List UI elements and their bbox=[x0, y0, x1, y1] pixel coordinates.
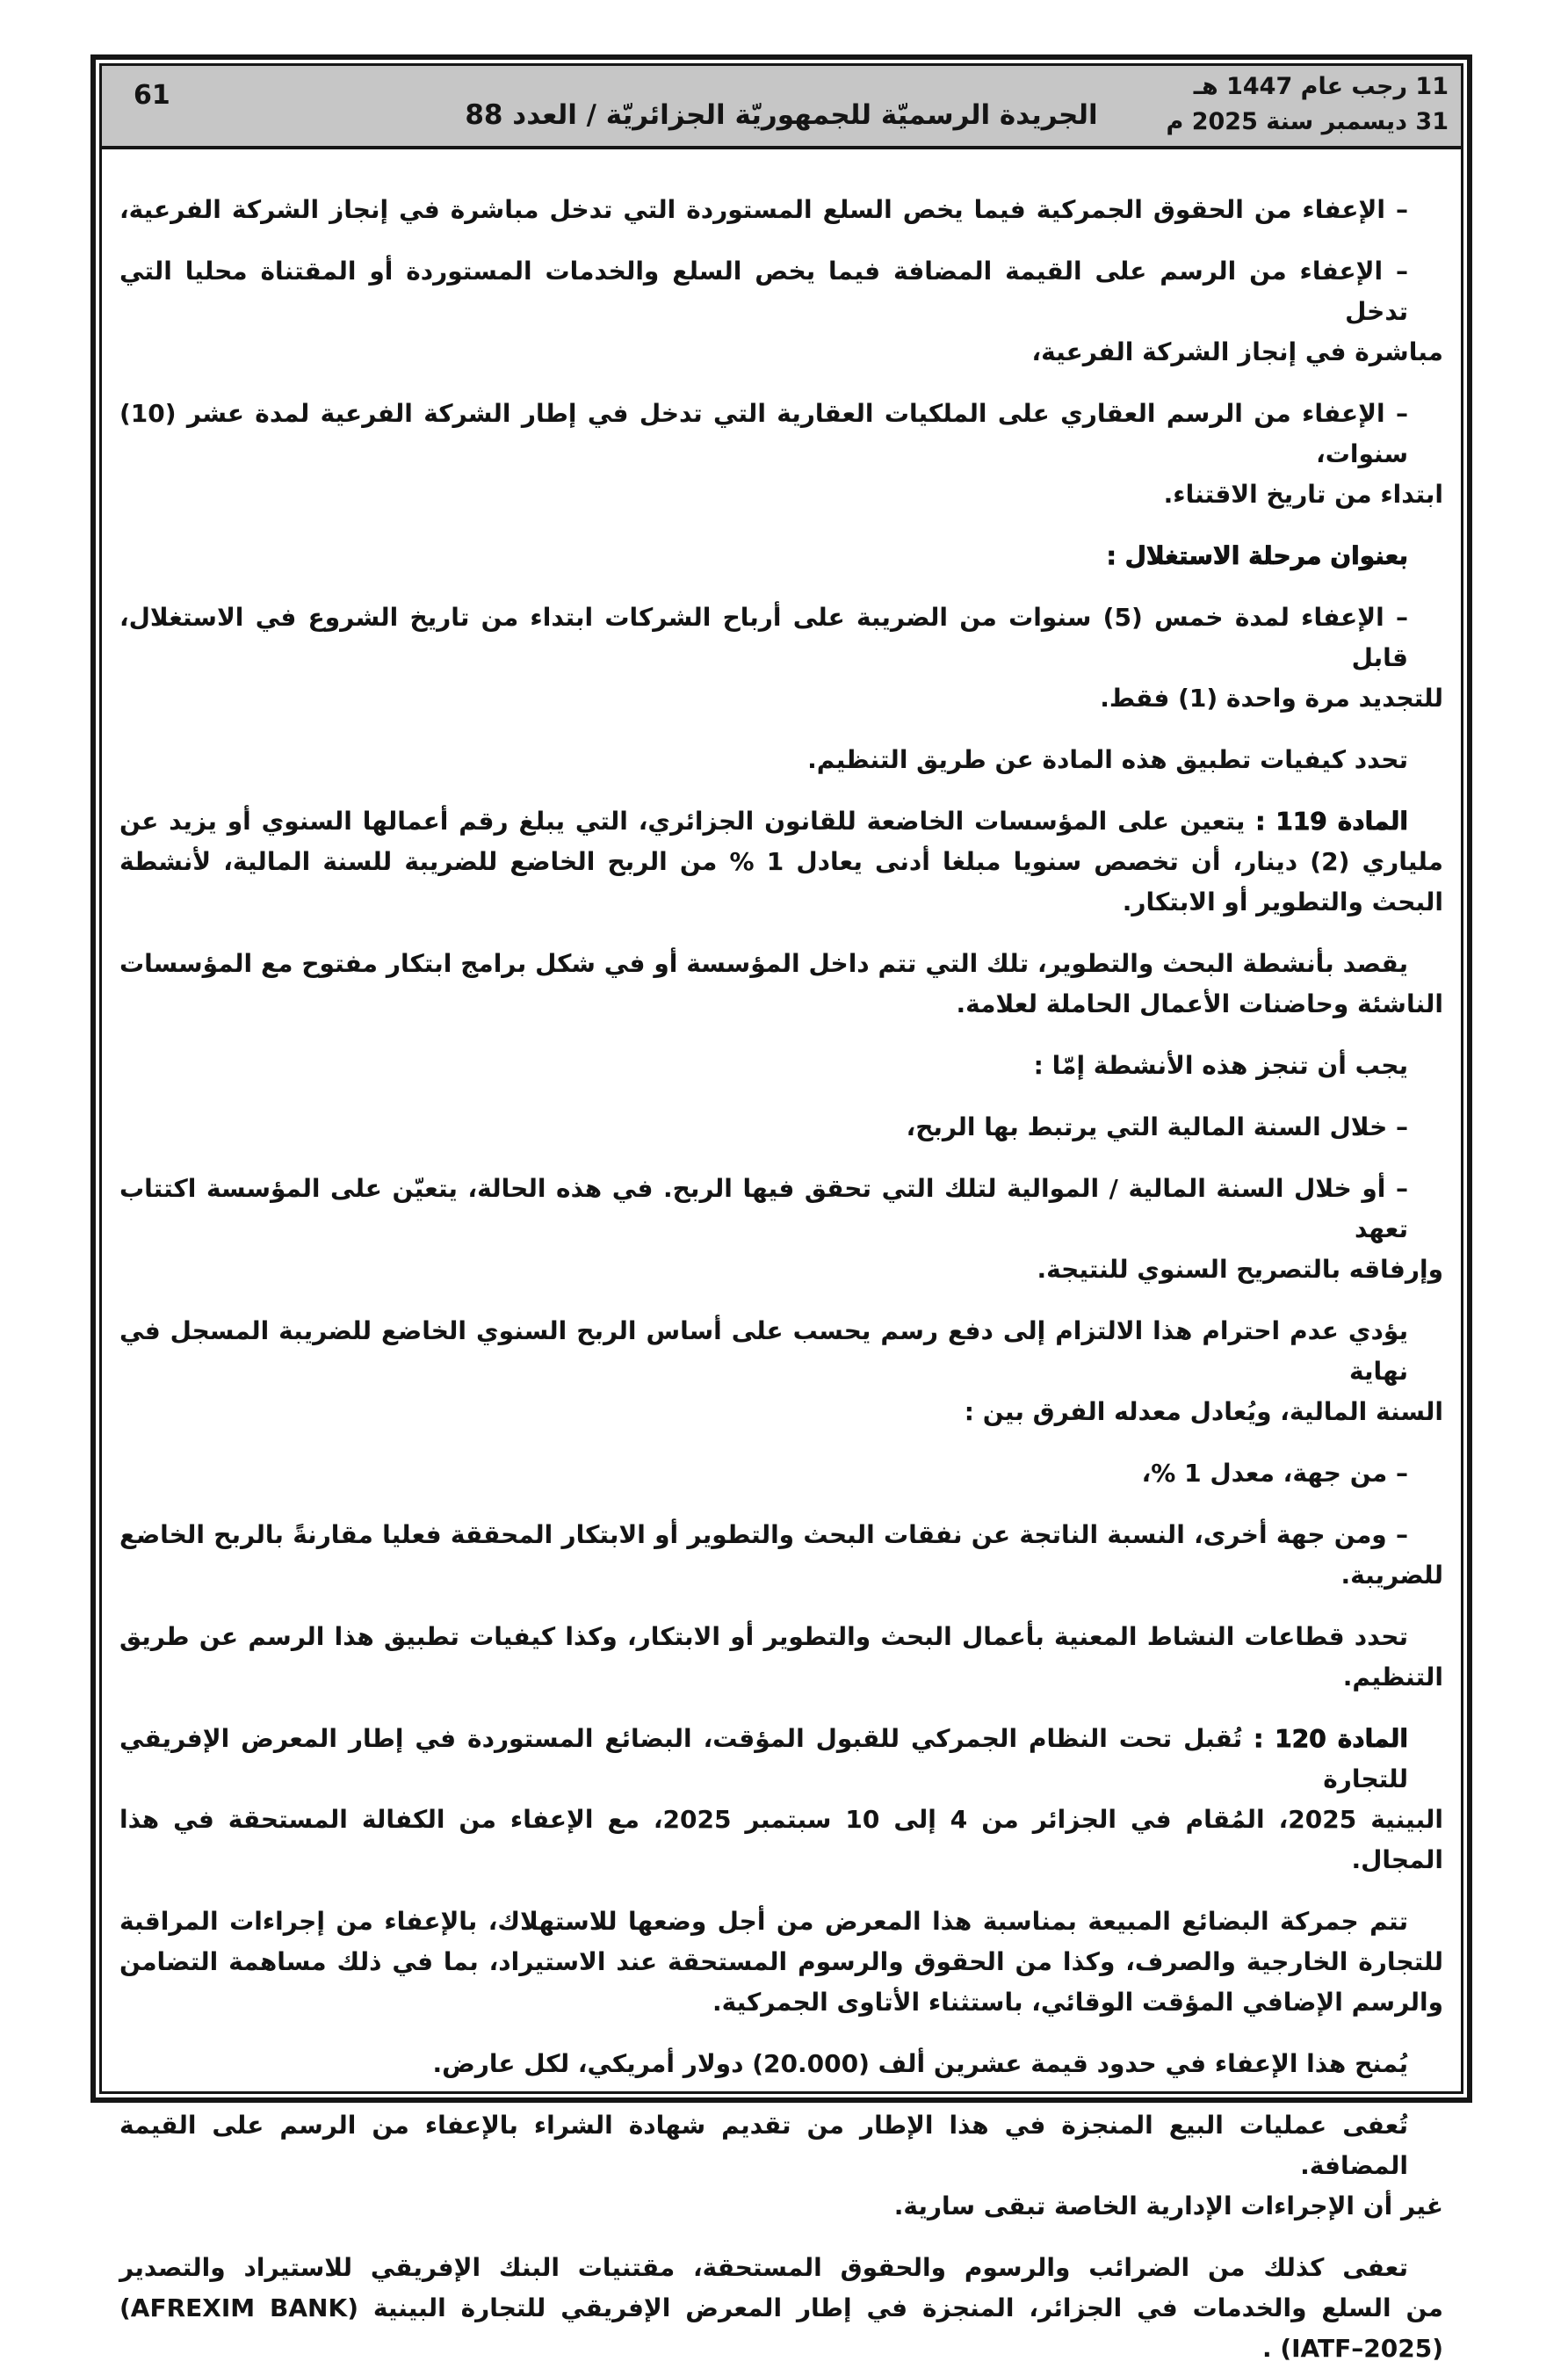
text-line: والرسم الإضافي المؤقت الوقائي، باستثناء الأتاوى الجمركية. bbox=[712, 1988, 1443, 2017]
paragraph bbox=[119, 2044, 1443, 2084]
page-number: 61 bbox=[134, 80, 170, 111]
article-number: المادة 120 : bbox=[1242, 1724, 1408, 1753]
body-text bbox=[102, 149, 1461, 2369]
text-line: تتم جمركة البضائع المبيعة بمناسبة هذا المعرض من أجل وضعها للاستهلاك، بالإعفاء من إجراءات المراقبة bbox=[119, 1907, 1408, 1936]
text-line: للضريبة. bbox=[1340, 1561, 1443, 1590]
section-heading bbox=[119, 536, 1443, 576]
text-line: – الإعفاء من الرسم على القيمة المضافة فيما يخص السلع والخدمات المستوردة أو المقتناة محليا التي تدخل bbox=[119, 257, 1408, 326]
text-line: تحدد قطاعات النشاط المعنية بأعمال البحث والتطوير أو الابتكار، وكذا كيفيات تطبيق هذا الرسم عن طريق bbox=[119, 1622, 1408, 1651]
text-line: – خلال السنة المالية التي يرتبط بها الربح، bbox=[906, 1112, 1408, 1141]
text-line: تعفى كذلك من الضرائب والرسوم والحقوق المستحقة، مقتنيات البنك الإفريقي للاستيراد والتصدير bbox=[119, 2253, 1408, 2282]
paragraph bbox=[119, 251, 1443, 373]
text-line: – من جهة، معدل 1 %، bbox=[1141, 1459, 1408, 1488]
text-line: – ومن جهة أخرى، النسبة الناتجة عن نفقات البحث والتطوير أو الابتكار المحققة فعليا مقارنةً بالربح الخاضع bbox=[119, 1520, 1408, 1549]
text-line: – الإعفاء من الحقوق الجمركية فيما يخص السلع المستوردة التي تدخل مباشرة في إنجاز الشركة الفرعية، bbox=[119, 195, 1408, 224]
text-line: – الإعفاء لمدة خمس (5) سنوات من الضريبة على أرباح الشركات ابتداء من تاريخ الشروع في الاستغلال، قابل bbox=[119, 603, 1408, 672]
paragraph bbox=[119, 2105, 1443, 2227]
date-hijri: 11 رجب عام 1447 هـ bbox=[1193, 73, 1449, 100]
paragraph bbox=[119, 1617, 1443, 1698]
paragraph bbox=[119, 1046, 1443, 1086]
text-line: السنة المالية، ويُعادل معدله الفرق بين : bbox=[964, 1397, 1443, 1426]
paragraph bbox=[119, 1719, 1443, 1880]
text-line: الناشئة وحاضنات الأعمال الحاملة لعلامة. bbox=[956, 989, 1443, 1018]
text-line: للتجديد مرة واحدة (1) فقط. bbox=[1100, 684, 1443, 713]
text-line: بعنوان مرحلة الاستغلال : bbox=[1106, 541, 1408, 570]
journal-title: الجريدة الرسميّة للجمهوريّة الجزائريّة / العدد 88 bbox=[465, 99, 1098, 131]
text-line: وإرفاقه بالتصريح السنوي للنتيجة. bbox=[1037, 1255, 1443, 1284]
text-line: التنظيم. bbox=[1342, 1663, 1443, 1692]
text-line: ملياري (2) دينار، أن تخصص سنويا مبلغا أدنى يعادل 1 % من الربح الخاضع للضريبة للسنة المالية، لأنشطة bbox=[119, 847, 1443, 876]
text-line: من السلع والخدمات في الجزائر، المنجزة في إطار المعرض الإفريقي للتجارة البينية (AFREXIM BANK) bbox=[119, 2293, 1443, 2322]
paragraph bbox=[119, 598, 1443, 719]
text-line: البحث والتطوير أو الابتكار. bbox=[1122, 887, 1443, 916]
date-gregorian: 31 ديسمبر سنة 2025 م bbox=[1166, 108, 1449, 135]
text-line: ابتداء من تاريخ الاقتناء. bbox=[1163, 480, 1443, 509]
article-number: المادة 119 : bbox=[1245, 807, 1408, 836]
text-line: – الإعفاء من الرسم العقاري على الملكيات العقارية التي تدخل في إطار الشركة الفرعية لمدة عشر (10) سنوات، bbox=[119, 399, 1408, 468]
paragraph bbox=[119, 1453, 1443, 1494]
text-line: مباشرة في إنجاز الشركة الفرعية، bbox=[1031, 337, 1443, 366]
paragraph bbox=[119, 394, 1443, 515]
text-line: – أو خلال السنة المالية / الموالية لتلك التي تحقق فيها الربح. في هذه الحالة، يتعيّن على المؤسسة اكتتاب تعهد bbox=[119, 1174, 1408, 1243]
text-line: البينية 2025، المُقام في الجزائر من 4 إلى 10 سبتمبر 2025، مع الإعفاء من الكفالة المستحقة في هذا المجال. bbox=[119, 1805, 1444, 1874]
paragraph bbox=[119, 740, 1443, 780]
paragraph bbox=[119, 1107, 1443, 1148]
text-line: المادة 120 : تُقبل تحت النظام الجمركي للقبول المؤقت، البضائع المستوردة في إطار المعرض الإفريقي للتجارة bbox=[119, 1724, 1408, 1793]
text-line: يُمنح هذا الإعفاء في حدود قيمة عشرين ألف (20.000) دولار أمريكي، لكل عارض. bbox=[432, 2049, 1408, 2078]
text-line: للتجارة الخارجية والصرف، وكذا من الحقوق والرسوم المستحقة عند الاستيراد، بما في ذلك مساهمة التضامن bbox=[119, 1947, 1443, 1976]
text-line: (IATF–2025) . bbox=[1261, 2334, 1443, 2363]
text-line: المادة 119 : يتعين على المؤسسات الخاضعة للقانون الجزائري، التي يبلغ رقم أعمالها السنوي أو يزيد عن bbox=[119, 807, 1408, 836]
paragraph bbox=[119, 801, 1443, 923]
text-line: غير أن الإجراءات الإدارية الخاصة تبقى سارية. bbox=[893, 2192, 1443, 2220]
text-line: يجب أن تنجز هذه الأنشطة إمّا : bbox=[1033, 1051, 1408, 1080]
header-dates bbox=[1167, 69, 1449, 140]
paragraph bbox=[119, 1515, 1443, 1596]
paragraph bbox=[119, 944, 1443, 1025]
text-line: يقصد بأنشطة البحث والتطوير، تلك التي تتم داخل المؤسسة أو في شكل برامج ابتكار مفتوح مع المؤسسات bbox=[119, 949, 1408, 978]
text-line: تُعفى عمليات البيع المنجزة في هذا الإطار من تقديم شهادة الشراء بالإعفاء من الرسم على القيمة المضافة. bbox=[119, 2111, 1408, 2180]
text-line: يؤدي عدم احترام هذا الالتزام إلى دفع رسم يحسب على أساس الربح السنوي الخاضع للضريبة المسجل في نهاية bbox=[119, 1316, 1408, 1386]
text-line: تحدد كيفيات تطبيق هذه المادة عن طريق التنظيم. bbox=[807, 745, 1408, 774]
header-band bbox=[102, 66, 1461, 149]
paragraph bbox=[119, 1311, 1443, 1432]
paragraph bbox=[119, 190, 1443, 230]
page-frame-inner bbox=[99, 63, 1463, 2363]
paragraph bbox=[119, 2248, 1443, 2369]
page-frame bbox=[90, 54, 1472, 2363]
paragraph bbox=[119, 1902, 1443, 2023]
paragraph bbox=[119, 1169, 1443, 1290]
